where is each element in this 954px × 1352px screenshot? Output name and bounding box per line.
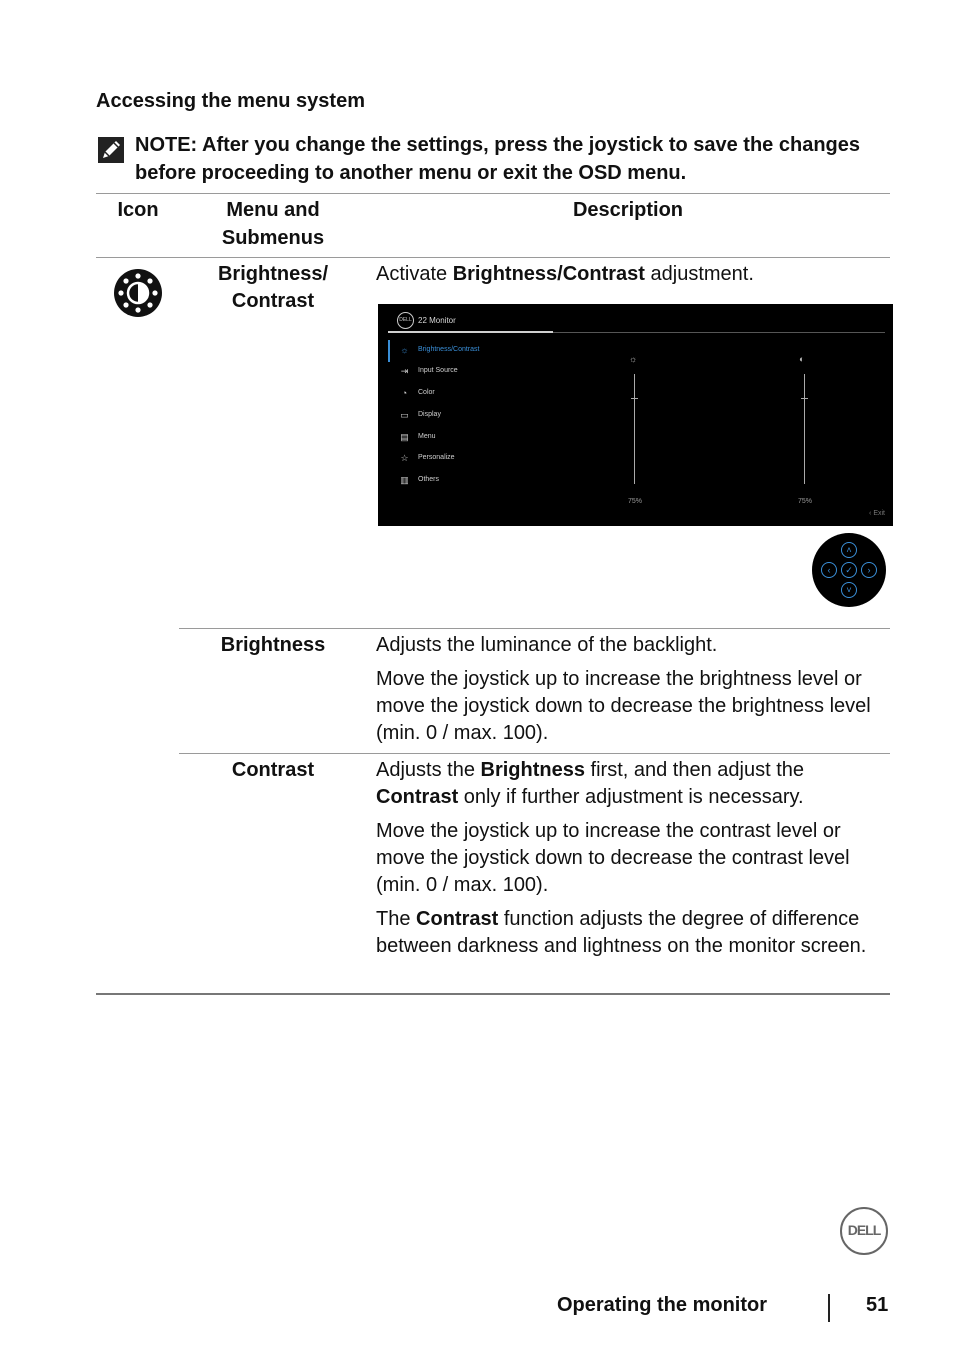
header-icon: Icon xyxy=(117,199,159,221)
contrast-slider-handle[interactable] xyxy=(801,398,808,399)
osd-item-display[interactable]: Display xyxy=(418,411,441,418)
dell-logo: DELL xyxy=(397,312,414,329)
osd-selection-bar xyxy=(388,340,390,362)
submenu-brightness-contrast: Brightness/ Contrast xyxy=(217,263,329,312)
description-paragraph: Adjusts the Brightness first, and then adjust the Contrast only if further adjustment is necessary. xyxy=(376,759,805,808)
joystick-up-icon: ˄ xyxy=(841,542,857,558)
brightness-slider-icon: ☼ xyxy=(629,354,638,364)
color-icon: ◔ xyxy=(401,388,408,398)
footer-divider xyxy=(828,1294,830,1322)
header-bottom-rule xyxy=(96,257,890,258)
footer-section-title: Operating the monitor xyxy=(557,1294,767,1316)
note-text: NOTE: After you change the settings, press the joystick to save the changes before proceeding to another menu or exit the OSD menu. xyxy=(135,134,860,184)
osd-item-input-source[interactable]: Input Source xyxy=(418,367,458,374)
table-top-rule xyxy=(96,193,890,194)
brightness-slider-handle[interactable] xyxy=(631,398,638,399)
joystick-down-icon: ˅ xyxy=(841,582,857,598)
description-paragraph: Move the joystick up to increase the contrast level or move the joystick down to decrease the contrast level (min. 0 / max. 100). xyxy=(376,820,850,896)
contrast-slider[interactable] xyxy=(804,374,805,484)
table-bottom-rule xyxy=(96,993,890,995)
page-number: 51 xyxy=(866,1294,889,1316)
note-pencil-icon xyxy=(97,136,125,164)
description-contrast xyxy=(376,757,882,967)
joystick-diagram xyxy=(812,533,886,607)
submenu-brightness: Brightness xyxy=(220,634,326,656)
input-source-icon: ⇥ xyxy=(400,366,409,376)
header-description: Description xyxy=(572,199,684,221)
submenu-contrast: Contrast xyxy=(231,759,315,781)
osd-exit-button[interactable]: ‹ Exit xyxy=(869,510,885,517)
osd-divider-highlight xyxy=(388,331,553,333)
display-icon: ▭ xyxy=(400,410,409,420)
contrast-value: 75% xyxy=(798,498,813,505)
osd-title: 22 Monitor xyxy=(418,316,456,325)
osd-item-color[interactable]: Color xyxy=(418,389,435,396)
osd-item-brightness-contrast[interactable]: Brightness/Contrast xyxy=(418,346,480,353)
others-icon: ▥ xyxy=(400,475,409,485)
description-brightness-contrast: Activate Brightness/Contrast adjustment. xyxy=(376,263,754,285)
joystick-right-icon: › xyxy=(861,562,877,578)
header-menu: Menu and Submenus xyxy=(221,199,325,249)
brightness-icon: ☼ xyxy=(400,345,409,355)
description-paragraph: The Contrast function adjusts the degree of difference between darkness and lightness on the monitor screen. xyxy=(376,908,867,957)
row-rule xyxy=(179,628,890,629)
joystick-left-icon: ‹ xyxy=(821,562,837,578)
contrast-slider-icon: ◐ xyxy=(799,354,805,364)
osd-item-menu[interactable]: Menu xyxy=(418,433,436,440)
osd-menu-screenshot xyxy=(378,304,893,526)
brightness-value: 75% xyxy=(628,498,643,505)
description-paragraph: Move the joystick up to increase the brightness level or move the joystick down to decrease the brightness level (min. 0 / max. 100). xyxy=(376,668,871,744)
description-paragraph: Adjusts the luminance of the backlight. xyxy=(376,634,718,656)
star-icon: ☆ xyxy=(400,453,409,463)
brightness-slider[interactable] xyxy=(634,374,635,484)
description-brightness xyxy=(376,632,882,754)
osd-item-others[interactable]: Others xyxy=(418,476,440,483)
dell-logo: DELL xyxy=(840,1207,888,1255)
section-heading: Accessing the menu system xyxy=(96,90,365,112)
brightness-contrast-icon xyxy=(113,268,163,318)
exit-label: Exit xyxy=(873,510,885,517)
menu-icon: ▤ xyxy=(400,432,409,442)
osd-item-personalize[interactable]: Personalize xyxy=(418,454,455,461)
joystick-press-icon: ✓ xyxy=(841,562,857,578)
